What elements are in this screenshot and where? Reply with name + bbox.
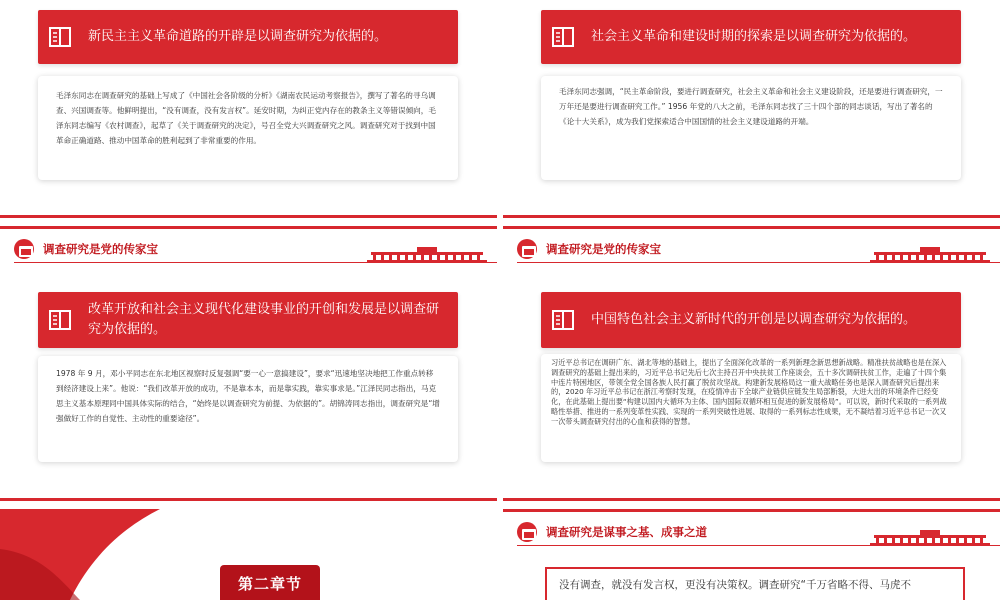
chapter-title: 第二章节 (237, 575, 302, 593)
slide-6-header-label: 调查研究是谋事之基、成事之道 (546, 525, 707, 539)
slide-1-text-card (38, 76, 458, 180)
slide-4-header-label: 调查研究是党的传家宝 (546, 242, 661, 256)
slide-3-bottom-bar (0, 498, 497, 501)
section-badge-icon (517, 522, 537, 542)
book-icon (551, 308, 575, 332)
slide-2-bottom-bar (503, 215, 1000, 218)
slide-3-top-bar (0, 226, 497, 229)
slide-1-body: 毛泽东同志在调查研究的基础上写成了《中国社会各阶级的分析》《湖南农民运动考察报告》，撰写了著名的寻乌调查、兴国调查等。他鲜明提出，“没有调查，没有发言权”。延安时期，为纠正党内存在的教条主义等错误倾向，毛泽东同志编写《农村调查》，起草了《关于调查研究的决定》，号召全党大兴调查研究之风。调查研究对于找到中国革命正确道路、推动中国革命的胜利起到了非常重要的作用。 (56, 91, 436, 145)
slide-6-top-bar (503, 509, 1000, 512)
slide-2-title: 社会主义革命和建设时期的探索是以调查研究为依据的。 (591, 29, 917, 44)
slide-2[interactable] (503, 0, 1000, 218)
slide-3[interactable] (0, 226, 497, 501)
slide-4-body: 习近平总书记在调研广东、湖北等地的基础上，提出了全面深化改革的一系列新理念新思想新战略。精准扶贫战略也是在深入调查研究的基础上提出来的，习近平总书记先后七次主持召开中央扶贫工作座谈会，五十多次调研扶贫工作，走遍了十四个集中连片特困地区，带领全党全国各族人民打赢了脱贫攻坚战。构建新发展格局这一重大战略任务也是深入调查研究后提出来的，2020 年习近平总书记在浙江考察时发现，在疫情冲击下全球产业链供应链发生局部断裂，大进大出的环境条件已经变化，在此基础上提出要“构建以国内大循环为主体、国内国际双循环相互促进的新发展格局”。可以说，新时代采取的一系列战略性举措、推进的一系列变革性实践、实现的一系列突破性进展、取得的一系列标志性成果，无不凝结着习近平总书记一次又一次带头调查研究付出的心血和获得的智慧。 (551, 358, 947, 426)
slide-4-section-header (503, 234, 1000, 264)
slide-2-title-box (541, 10, 961, 64)
slide-3-header-label: 调查研究是党的传家宝 (43, 242, 158, 256)
section-badge-icon (14, 239, 34, 259)
slide-4-bottom-bar (503, 498, 1000, 501)
great-hall-icon (367, 247, 487, 263)
slide-4-top-bar (503, 226, 1000, 229)
slide-3-text-card (38, 356, 458, 462)
section-badge-icon (517, 239, 537, 259)
slide-4-title-box (541, 292, 961, 348)
slide-3-body: 1978 年 9 月，邓小平同志在东北地区视察时反复强调“要一心一意搞建设”，要求“迅速地坚决地把工作重点转移到经济建设上来”。他说：“我们改革开放的成功，不是靠本本，而是靠实践，靠实事求是。”江泽民同志指出，马克思主义基本原理同中国具体实际的结合，“始终是以调查研究为前提、为依据的”。胡锦涛同志指出，调查研究是“增强做好工作的自觉性、主动性的重要途径”。 (56, 369, 440, 423)
slide-6[interactable] (503, 509, 1000, 600)
slide-2-text-card (541, 76, 961, 180)
great-hall-icon (870, 247, 990, 263)
slide-4[interactable] (503, 226, 1000, 501)
slide-6-text-frame (545, 567, 965, 600)
slide-2-body: 毛泽东同志强调，“民主革命阶段，要进行调查研究，社会主义革命和社会主义建设阶段，还是要进行调查研究，一万年还是要进行调查研究工作。” 1956 年党的八大之前，毛泽东同志找了三十四个部的同志谈话，写出了著名的《论十大关系》，成为我们党探索适合中国国情的社会主义建设道路的开端。 (559, 87, 943, 126)
book-icon (48, 308, 72, 332)
slide-3-title-box (38, 292, 458, 348)
slide-1[interactable] (0, 0, 497, 218)
slide-4-text-card (541, 354, 961, 462)
slide-1-bottom-bar (0, 215, 497, 218)
chapter-title-tab (220, 565, 320, 600)
book-icon (551, 25, 575, 49)
slide-6-section-header (503, 517, 1000, 547)
great-hall-icon (870, 530, 990, 546)
book-icon (48, 25, 72, 49)
slide-3-section-header (0, 234, 497, 264)
slide-5[interactable] (0, 509, 497, 600)
slide-1-title: 新民主主义革命道路的开辟是以调查研究为依据的。 (88, 29, 388, 44)
slide-6-body: 没有调查，就没有发言权，更没有决策权。调查研究“千万省略不得、马虎不 (559, 579, 911, 591)
slide-3-title: 改革开放和社会主义现代化建设事业的开创和发展是以调查研究为依据的。 (88, 302, 440, 337)
slide-4-title: 中国特色社会主义新时代的开创是以调查研究为依据的。 (591, 312, 917, 327)
slide-1-title-box (38, 10, 458, 64)
